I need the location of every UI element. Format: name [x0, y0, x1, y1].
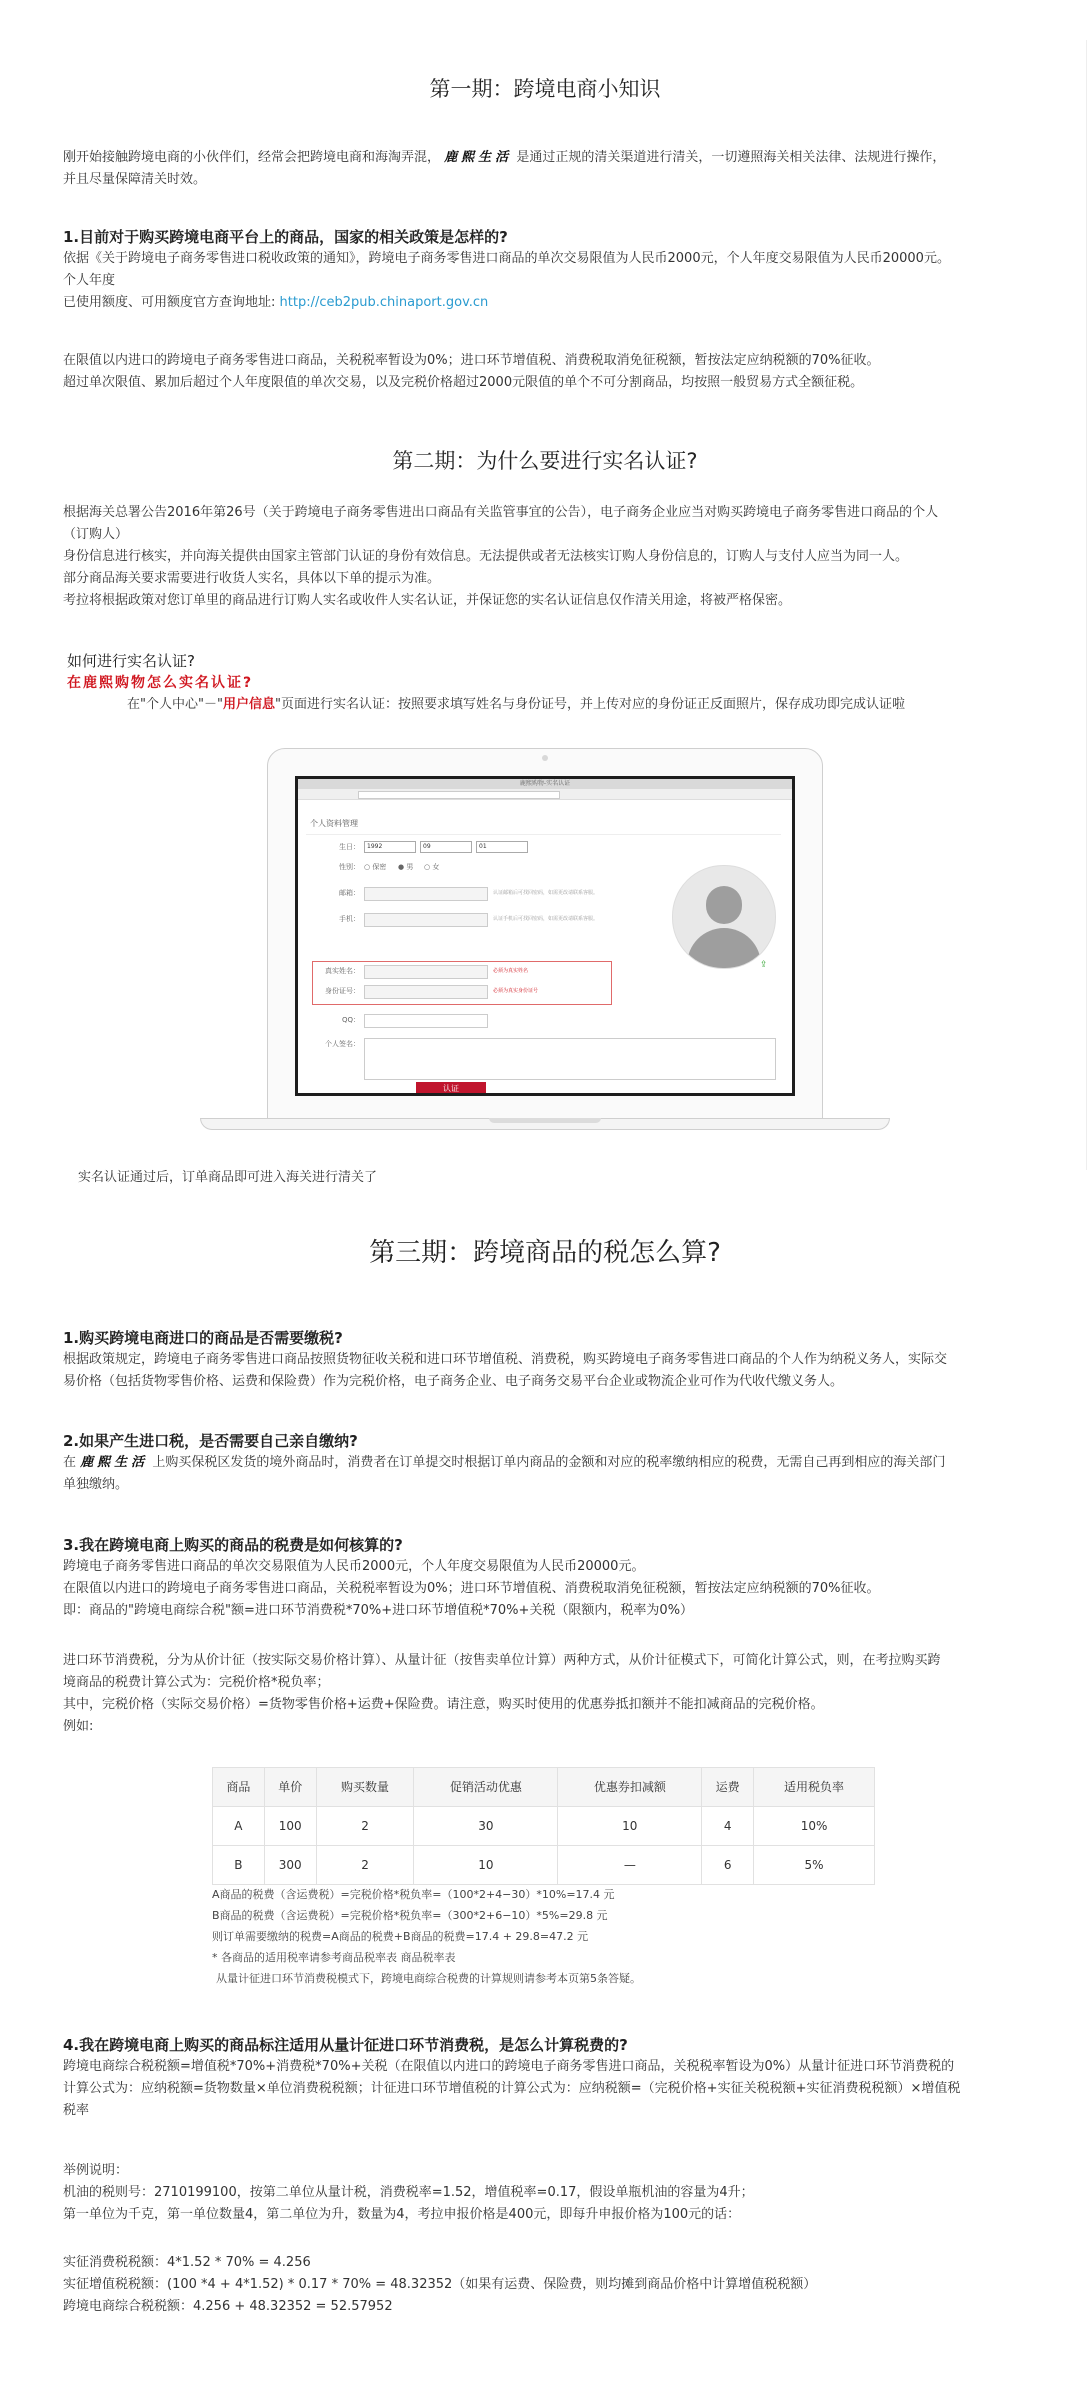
section1-title: 第一期：跨境电商小知识 — [429, 77, 661, 101]
avatar-body — [687, 928, 761, 969]
section1-intro — [63, 147, 1023, 191]
table-cell: 2 — [316, 1807, 414, 1846]
camera-icon — [542, 755, 548, 761]
answer-text: 跨境电商综合税税额=增值税*70%+消费税*70%+关税（在限值以内进口的跨境电子商务零售进口商品，关税税率暂设为0%）从量计征进口环节消费税的 — [63, 2059, 955, 2074]
table-header-row — [213, 1768, 875, 1807]
address-bar[interactable] — [358, 791, 560, 799]
question-heading: 3.我在跨境电商上购买的商品的税费是如何核算的? — [63, 1536, 403, 1554]
answer-text: 单独缴纳。 — [63, 1477, 129, 1492]
avatar-head — [706, 886, 742, 924]
calc-line: B商品的税费（含运费税）=完税价格*税负率=（300*2+6−10）*5%=29.8 元 — [212, 1909, 608, 1922]
table-header: 单价 — [264, 1768, 316, 1807]
section1-q1 — [63, 226, 1023, 314]
laptop-screen — [295, 776, 795, 1096]
table-cell: 100 — [264, 1807, 316, 1846]
question-heading: 1.购买跨境电商进口的商品是否需要缴税? — [63, 1329, 343, 1347]
example-block — [63, 2160, 1023, 2226]
answer-text: 已使用额度、可用额度官方查询地址: — [63, 295, 276, 310]
calc-notes — [212, 1884, 892, 1989]
answer-text: 在 — [63, 1455, 77, 1470]
answer-text: 易价格（包括货物零售价格、运费和保险费）作为完税价格，电子商务企业、电子商务交易平台企业或物流企业可作为代收代缴义务人。 — [63, 1374, 844, 1389]
rate-table-note: * 各商品的适用税率请参考商品税率表 商品税率表 — [212, 1951, 456, 1964]
table-cell: 5% — [754, 1846, 875, 1885]
divider — [306, 834, 781, 835]
avatar[interactable] — [672, 865, 776, 969]
section3-q2 — [63, 1430, 1023, 1496]
field-label: 身份证号： — [325, 987, 360, 995]
intro-text: 并且尽量保障清关时效。 — [63, 172, 207, 187]
verify-button[interactable]: 认证 — [416, 1082, 486, 1095]
answer-text: 其中，完税价格（实际交易价格）=货物零售价格+运费+保险费。请注意，购买时使用的优惠券抵扣额并不能扣减商品的完税价格。 — [63, 1697, 824, 1712]
radio-secret[interactable]: ○ 保密 — [364, 863, 387, 871]
body-text: 身份信息进行核实，并向海关提供由国家主管部门认证的身份有效信息。无法提供或者无法核实订购人身份信息的，订购人与支付人应当为同一人。 — [63, 549, 909, 564]
field-label: 生日： — [339, 843, 360, 851]
answer-text: 个人年度 — [63, 273, 116, 288]
table-header: 适用税负率 — [754, 1768, 875, 1807]
howto-subheading: 在鹿熙购物怎么实名认证? — [67, 675, 254, 691]
bio-textarea[interactable] — [364, 1038, 776, 1080]
section3-title: 第三期：跨境商品的税怎么算? — [369, 1238, 721, 1268]
section2-body — [63, 502, 1023, 612]
table-cell: A — [213, 1807, 265, 1846]
table-header: 商品 — [213, 1768, 265, 1807]
body-text: （订购人） — [63, 527, 129, 542]
calc-line: 则订单需要缴纳的税费=A商品的税费+B商品的税费=17.4 + 29.8=47.2 元 — [212, 1930, 589, 1943]
question-heading: 1.目前对于购买跨境电商平台上的商品，国家的相关政策是怎样的? — [63, 228, 508, 246]
answer-text: 在限值以内进口的跨境电子商务零售进口商品，关税税率暂设为0%；进口环节增值税、消费税取消免征税额，暂按法定应纳税额的70%征收。 — [63, 353, 880, 368]
answer-text: 境商品的税费计算公式为：完税价格*税负率； — [63, 1675, 330, 1690]
field-label: 性别： — [339, 863, 360, 871]
verify-howto — [67, 650, 1027, 716]
section1-policy — [63, 350, 1023, 394]
table-header: 运费 — [702, 1768, 754, 1807]
upload-icon[interactable]: ⇪ — [760, 960, 768, 970]
field-label: QQ： — [341, 1016, 360, 1024]
real-name-field[interactable] — [364, 965, 488, 979]
question-heading: 4.我在跨境电商上购买的商品标注适用从量计征进口环节消费税，是怎么计算税费的? — [63, 2036, 628, 2054]
user-info-link[interactable]: 用户信息 — [222, 697, 275, 712]
browser-toolbar — [298, 789, 792, 800]
email-field[interactable] — [364, 887, 488, 901]
intro-text: 刚开始接触跨境电商的小伙伴们，经常会把跨境电商和海淘弄混， — [63, 150, 441, 165]
year-select[interactable]: 1992 — [364, 841, 416, 853]
radio-male[interactable]: ● 男 — [398, 863, 414, 871]
window-titlebar: 鹿熙购物-实名认证 — [298, 779, 792, 789]
field-hint: 必须为真实身份证号 — [493, 988, 539, 994]
after-verify — [78, 1167, 1038, 1189]
table-cell: 30 — [414, 1807, 558, 1846]
table-row — [213, 1807, 875, 1846]
footnote: 从量计征进口环节消费税模式下，跨境电商综合税费的计算规则请参考本页第5条答疑。 — [216, 1972, 641, 1985]
answer-text: 税率 — [63, 2103, 90, 2118]
answer-text: 根据政策规定，跨境电子商务零售进口商品按照货物征收关税和进口环节增值税、消费税，购买跨境电子商务零售进口商品的个人作为纳税义务人，实际交 — [63, 1352, 948, 1367]
answer-text: 进口环节消费税，分为从价计征（按实际交易价格计算）、从量计征（按售卖单位计算）两种方式，从价计征模式下，可简化计算公式，则，在考拉购买跨 — [63, 1653, 941, 1668]
table-cell: 300 — [264, 1846, 316, 1885]
field-label: 个人签名： — [325, 1040, 360, 1048]
field-label: 手机： — [339, 915, 360, 923]
answer-text: 依据《关于跨境电子商务零售进口税收政策的通知》，跨境电子商务零售进口商品的单次交易限值为人民币2000元，个人年度交易限值为人民币20000元。 — [63, 251, 950, 266]
table-header: 促销活动优惠 — [414, 1768, 558, 1807]
example-text: 机油的税则号：2710199100，按第二单位从量计税，消费税率=1.52，增值税率=0.17，假设单瓶机油的容量为4升； — [63, 2185, 754, 2200]
step-text: "页面进行实名认证：按照要求填写姓名与身份证号，并上传对应的身份证正反面照片，保存成功即完成认证啦 — [274, 697, 905, 712]
qq-field[interactable] — [364, 1014, 488, 1028]
laptop-illustration — [200, 742, 890, 1142]
step-text: 在"个人中心"－" — [127, 697, 223, 712]
day-select[interactable]: 01 — [476, 841, 528, 853]
table-header: 购买数量 — [316, 1768, 414, 1807]
example-text: 第一单位为千克，第一单位数量4，第二单位为升，数量为4，考拉申报价格是400元，即每升申报价格为100元的话： — [63, 2207, 741, 2222]
table-cell: 10 — [414, 1846, 558, 1885]
table-cell: B — [213, 1846, 265, 1885]
body-text: 考拉将根据政策对您订单里的商品进行订购人实名或收件人实名认证，并保证您的实名认证信息仅作清关用途，将被严格保密。 — [63, 593, 792, 608]
body-text: 实名认证通过后，订单商品即可进入海关进行清关了 — [78, 1170, 378, 1185]
example-result: 实征消费税税额：4*1.52 * 70% = 4.256 — [63, 2255, 311, 2270]
field-hint: 认证手机后可找回密码，如需更改请联系客服。 — [493, 916, 599, 922]
intro-text: 是通过正规的清关渠道进行清关，一切遵照海关相关法律、法规进行操作， — [516, 150, 946, 165]
example-result: 实征增值税税额：(100 *4 + 4*1.52) * 0.17 * 70% = 48.32352（如果有运费、保险费，则均摊到商品价格中计算增值税税额） — [63, 2277, 817, 2292]
table-row — [213, 1846, 875, 1885]
field-label: 真实姓名： — [325, 967, 360, 975]
calc-line: A商品的税费（含运费税）=完税价格*税负率=（100*2+4−30）*10%=17.4 元 — [212, 1888, 615, 1901]
query-link[interactable]: http://ceb2pub.chinaport.gov.cn — [279, 295, 489, 310]
tax-example-table — [212, 1767, 875, 1885]
example-results — [63, 2252, 1023, 2318]
howto-heading: 如何进行实名认证? — [67, 652, 195, 670]
table-cell: 6 — [702, 1846, 754, 1885]
answer-text: 在限值以内进口的跨境电子商务零售进口商品，关税税率暂设为0%；进口环节增值税、消费税取消免征税额，暂按法定应纳税额的70%征收。 — [63, 1581, 880, 1596]
table-cell: 2 — [316, 1846, 414, 1885]
field-hint: 认证邮箱后可找回密码，如需更改请联系客服。 — [493, 890, 599, 896]
example-result: 跨境电商综合税税额：4.256 + 48.32352 = 52.57952 — [63, 2299, 393, 2314]
phone-field[interactable] — [364, 913, 488, 927]
laptop-notch — [489, 1118, 601, 1123]
section3-q4 — [63, 2034, 1023, 2122]
table-cell: 4 — [702, 1807, 754, 1846]
answer-text: 计算公式为：应纳税额=货物数量×单位消费税税额；计征进口环节增值税的计算公式为：应纳税额=（完税价格+实征关税税额+实征消费税税额）×增值税 — [63, 2081, 961, 2096]
table-header: 优惠券扣减额 — [558, 1768, 702, 1807]
form-title: 个人资料管理 — [310, 819, 358, 828]
example-title: 举例说明： — [63, 2163, 129, 2178]
section3-formula — [63, 1650, 1023, 1738]
field-hint: 必须为真实姓名 — [493, 968, 529, 974]
month-select[interactable]: 09 — [420, 841, 472, 853]
brand-name: 鹿熙生活 — [444, 150, 513, 165]
section3-q3 — [63, 1534, 1023, 1622]
answer-text: 即：商品的"跨境电商综合税"额=进口环节消费税*70%+进口环节增值税*70%+关税（限额内，税率为0%） — [63, 1603, 694, 1618]
id-number-field[interactable] — [364, 985, 488, 999]
brand-name: 鹿熙生活 — [80, 1455, 149, 1470]
body-text: 部分商品海关要求需要进行收货人实名，具体以下单的提示为准。 — [63, 571, 441, 586]
answer-text: 上购买保税区发货的境外商品时，消费者在订单提交时根据订单内商品的金额和对应的税率缴纳相应的税费，无需自己再到相应的海关部门 — [152, 1455, 946, 1470]
section2-title: 第二期：为什么要进行实名认证? — [392, 449, 698, 473]
divider — [1086, 40, 1087, 1170]
radio-female[interactable]: ○ 女 — [424, 863, 440, 871]
question-heading: 2.如果产生进口税，是否需要自己亲自缴纳? — [63, 1432, 358, 1450]
table-cell: — — [558, 1846, 702, 1885]
table-cell: 10% — [754, 1807, 875, 1846]
field-label: 邮箱： — [339, 889, 360, 897]
body-text: 根据海关总署公告2016年第26号（关于跨境电子商务零售进出口商品有关监管事宜的公告），电子商务企业应当对购买跨境电子商务零售进口商品的个人 — [63, 505, 939, 520]
section3-q1 — [63, 1327, 1023, 1393]
answer-text: 超过单次限值、累加后超过个人年度限值的单次交易，以及完税价格超过2000元限值的单个不可分割商品，均按照一般贸易方式全额征税。 — [63, 375, 864, 390]
answer-text: 跨境电子商务零售进口商品的单次交易限值为人民币2000元，个人年度交易限值为人民币20000元。 — [63, 1559, 645, 1574]
table-cell: 10 — [558, 1807, 702, 1846]
answer-text: 例如: — [63, 1719, 94, 1734]
